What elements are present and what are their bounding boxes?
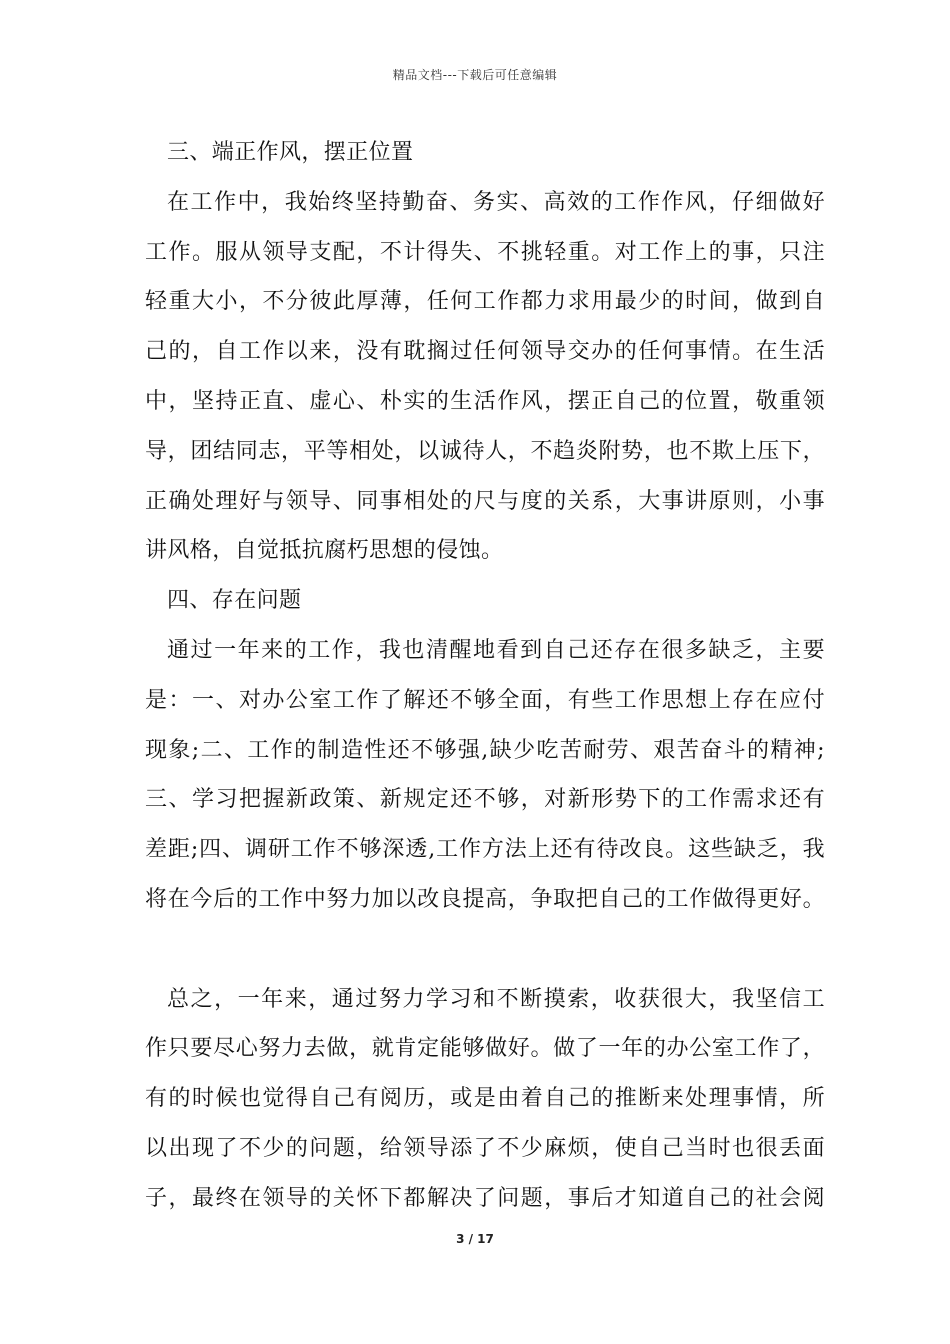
paragraph-line: 通过一年来的工作，我也清醒地看到自己还存在很多缺乏，主要 [167,637,825,663]
section-heading-4: 四、存在问题 [167,588,302,614]
section-heading-3: 三、端正作风，摆正位置 [167,140,414,165]
paragraph-line: 差距;四、调研工作不够深透,工作方法上还有待改良。这些缺乏，我 [145,837,825,863]
paragraph-line: 作只要尽心努力去做，就肯定能够做好。做了一年的办公室工作了， [145,1036,825,1062]
paragraph-line: 中，坚持正直、虚心、朴实的生活作风，摆正自己的位置，敬重领 [145,388,825,414]
paragraph-line: 将在今后的工作中努力加以改良提高，争取把自己的工作做得更好。 [145,886,825,912]
paragraph-line: 三、学习把握新政策、新规定还不够，对新形势下的工作需求还有 [145,787,825,813]
paragraph-line: 是：一、对办公室工作了解还不够全面，有些工作思想上存在应付 [145,687,825,713]
document-body [145,128,825,1224]
paragraph-line: 导，团结同志，平等相处，以诚待人，不趋炎附势，也不欺上压下， [145,438,825,464]
page-number: 3 / 17 [456,1232,494,1246]
paragraph-line: 正确处理好与领导、同事相处的尺与度的关系，大事讲原则，小事 [145,488,825,514]
paragraph-line: 有的时候也觉得自己有阅历，或是由着自己的推断来处理事情，所 [145,1086,825,1112]
paragraph-line: 以出现了不少的问题，给领导添了不少麻烦，使自己当时也很丢面 [145,1135,825,1161]
paragraph-line: 讲风格，自觉抵抗腐朽思想的侵蚀。 [145,538,504,564]
paragraph-line: 总之，一年来，通过努力学习和不断摸索，收获很大，我坚信工 [167,986,825,1012]
paragraph-line: 现象;二、工作的制造性还不够强,缺少吃苦耐劳、艰苦奋斗的精神; [145,737,825,763]
paragraph-line: 子，最终在领导的关怀下都解决了问题，事后才知道自己的社会阅 [145,1185,825,1211]
paragraph-line: 在工作中，我始终坚持勤奋、务实、高效的工作作风，仔细做好 [167,189,825,215]
page-header: 精品文档---下载后可任意编辑 [392,68,558,82]
paragraph-line: 轻重大小，不分彼此厚薄，任何工作都力求用最少的时间，做到自 [145,289,825,315]
paragraph-line: 工作。服从领导支配，不计得失、不挑轻重。对工作上的事，只注 [145,239,825,265]
paragraph-line: 己的，自工作以来，没有耽搁过任何领导交办的任何事情。在生活 [145,339,825,365]
blank-line [145,925,825,975]
